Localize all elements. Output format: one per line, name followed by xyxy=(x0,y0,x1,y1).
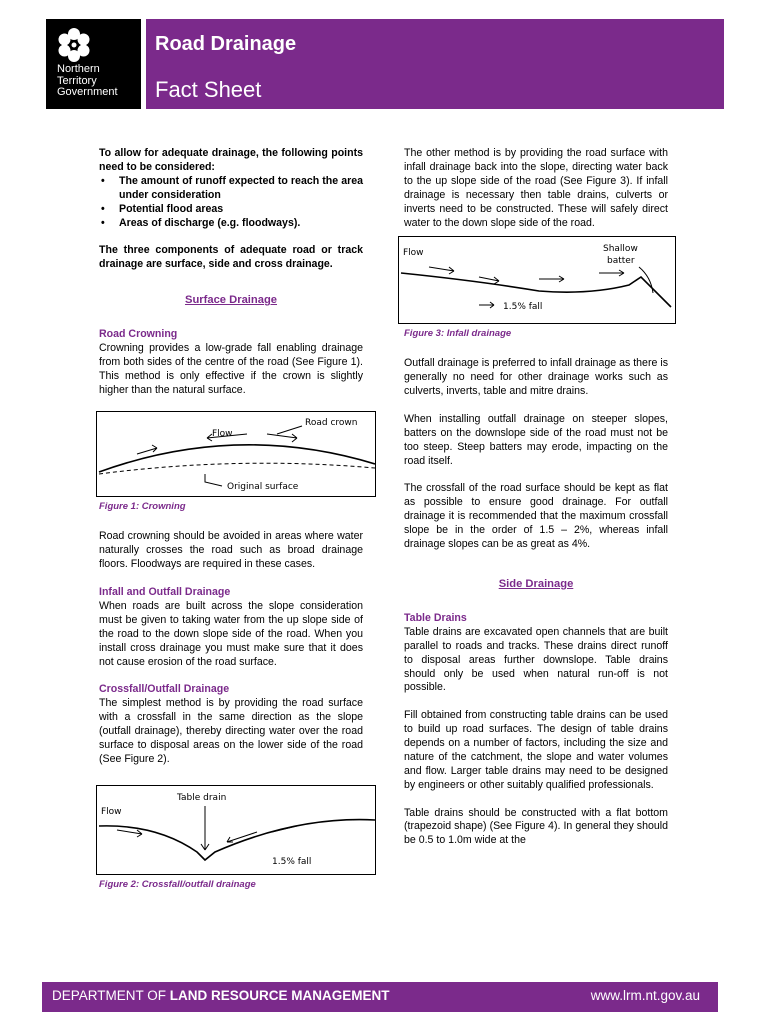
figure-2 xyxy=(96,785,376,875)
side-drainage-heading: Side Drainage xyxy=(498,578,574,590)
flower-logo-icon xyxy=(55,26,93,64)
road-crowning-heading: Road Crowning xyxy=(99,328,178,341)
other-method-text: The other method is by providing the road surface with infall drainage back into the slope, directing water back to the up slope side of the road (See Figure 3). If infall drainage is necessary then table drains, culverts or inverts need to be constructed. These will safely direct water to the down slope side of the road. xyxy=(404,147,668,229)
list-item: • Areas of discharge (e.g. floodways). xyxy=(99,217,363,231)
flat-bottom-text: Table drains should be constructed with a flat bottom (trapezoid shape) (See Figure 4). In general they should be 0.5 to 1.0m wide at the xyxy=(404,806,668,847)
figure-1 xyxy=(96,411,376,497)
crossfall-diagram xyxy=(97,786,375,874)
figure-2-caption: Figure 2: Crossfall/outfall drainage xyxy=(99,878,256,890)
page-subtitle: Fact Sheet xyxy=(155,77,262,102)
crowning-avoid-text: Road crowning should be avoided in areas where water naturally crosses the road such as broad drainage floors. Floodways are required in these cases. xyxy=(99,530,363,571)
steeper-slopes-text: When installing outfall drainage on steeper slopes, batters on the downslope side of the road must not be too steep. Steep batters may erode, impacting on the road itself. xyxy=(404,412,668,467)
left-column xyxy=(99,147,363,908)
fig3-fall-label: 1.5% fall xyxy=(503,302,543,313)
crowning-text: Crowning provides a low-grade fall enabling drainage from both sides of the centre of the road (See Figure 1). This method is only effective if the crown is slightly higher than the natural surface. xyxy=(99,341,363,396)
surface-drainage-heading: Surface Drainage xyxy=(184,294,278,307)
crossfall-text: The simplest method is by providing the road surface with a crossfall in the same direction as the slope (outfall drainage), thereby directing water over the road surface to disposal areas on the lower side of the road (See Figure 2). xyxy=(99,697,363,765)
fig3-batter-label: batter xyxy=(607,256,635,267)
table-drains-text: Table drains are excavated open channels that are built parallel to roads and tracks. These drains direct runoff to disposal areas further downslope. Table drains should only be used when natural run-off is not possible. xyxy=(404,625,668,694)
crowning-diagram xyxy=(97,412,375,496)
footer-bar xyxy=(42,982,718,1012)
infall-text: When roads are built across the slope consideration must be given to taking water from the up slope side of the road to the down slope side of the road. When you install cross drainage you must make sure that it does not cause erosion of the road surface. xyxy=(99,599,363,668)
list-item: • The amount of runoff expected to reach the area under consideration xyxy=(99,175,363,203)
right-column xyxy=(404,147,668,862)
considerations-list xyxy=(99,175,363,231)
crossfall-kept-text: The crossfall of the road surface should be kept as flat as possible to ensure good drainage. For outfall drainage it is recommended that the maximum crossfall slope be in the order of 1.5 – 2%, whereas infall drainage slopes can be as great as 4%. xyxy=(404,482,668,551)
outfall-preferred-text: Outfall drainage is preferred to infall drainage as there is generally no need for other drainage works such as culverts, inverts, table and mitre drains. xyxy=(404,357,668,398)
org-name: Northern Territory Government xyxy=(57,63,118,98)
figure-3-caption: Figure 3: Infall drainage xyxy=(404,328,512,340)
website-url: www.lrm.nt.gov.au xyxy=(590,988,700,1003)
fill-text: Fill obtained from constructing table drains can be used to build up road surfaces. The design of table drains depends on a number of factors, including the size and nature of the catchment, the slope and water volumes and flow. Larger table drains may need to be designed by engineers or other suitably qualified professionals. xyxy=(404,709,668,791)
fig2-table-label: Table drain xyxy=(177,792,227,803)
table-drains-heading: Table Drains xyxy=(404,611,467,624)
fig3-shallow-label: Shallow xyxy=(603,244,638,255)
page-title: Road Drainage xyxy=(155,33,297,55)
figure-1-caption: Figure 1: Crowning xyxy=(99,501,186,513)
infall-diagram xyxy=(399,237,675,323)
infall-outfall-heading: Infall and Outfall Drainage xyxy=(99,585,231,598)
components-text: The three components of adequate road or track drainage are surface, side and cross drainage. xyxy=(99,244,363,271)
crossfall-heading: Crossfall/Outfall Drainage xyxy=(99,683,230,696)
fig1-crown-label: Road crown xyxy=(305,418,358,429)
intro-text: To allow for adequate drainage, the following points need to be considered: xyxy=(99,147,363,173)
department-name: DEPARTMENT OF LAND RESOURCE MANAGEMENT xyxy=(52,988,390,1003)
fig3-flow-label: Flow xyxy=(403,248,424,259)
fig1-original-label: Original surface xyxy=(227,482,299,493)
fig2-flow-label: Flow xyxy=(101,806,122,817)
figure-3 xyxy=(398,236,676,324)
fig2-fall-label: 1.5% fall xyxy=(272,856,312,867)
fig1-flow-label: Flow xyxy=(212,429,233,440)
list-item: • Potential flood areas xyxy=(99,203,363,217)
